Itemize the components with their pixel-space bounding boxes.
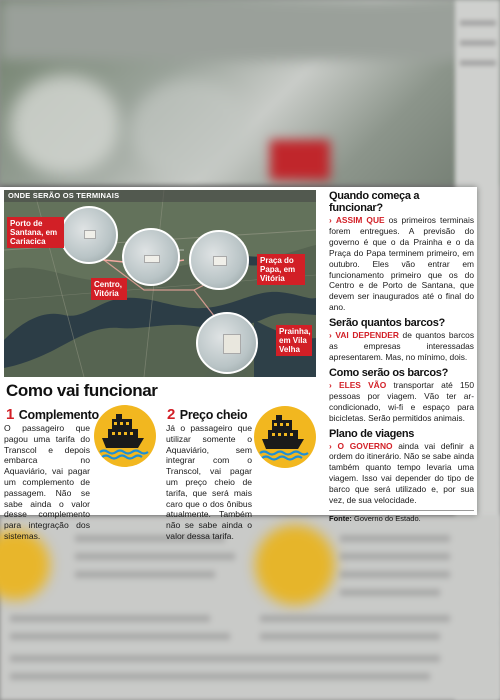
faq-answer-4: › O GOVERNO ainda vai definir a ordem do itinerário. Não se sabe ainda também quanto tempo levaria uma viagem. Isso vai depender do tipo de barco que será utilizado e, por sua vez, de sua velocidade. bbox=[329, 440, 474, 506]
faq-question-3: Como serão os barcos? bbox=[329, 366, 449, 379]
section-1-paragraph: O passageiro que pagou uma tarifa do Transcol e depois embarca no Aquaviário, vai pagar um complemento de passagem. Não se sabe ainda o valor desse complemento para integração dos sistemas. bbox=[4, 423, 90, 541]
faq-text-2: de quantos barcos as empresas interessadas apresentarem. Mas, no mínimo, dois. bbox=[329, 330, 475, 362]
faq-answer-2: › VAI DEPENDER de quantos barcos as empresas interessadas apresentarem. Mas, no mínimo, dois. bbox=[329, 330, 475, 362]
section-2-text bbox=[166, 423, 318, 542]
source-label: Fonte: bbox=[329, 513, 352, 523]
source-note bbox=[329, 510, 474, 523]
label-santana: Porto de Santana, em Cariacica bbox=[7, 217, 64, 248]
section-1-title: Complemento bbox=[18, 408, 99, 422]
map-header: ONDE SERÃO OS TERMINAIS bbox=[4, 190, 316, 202]
terminals-map bbox=[4, 190, 316, 377]
terminal-centro-closeup bbox=[122, 228, 180, 286]
faq-question-1: Quando começa a funcionar? bbox=[329, 190, 420, 214]
section-2-paragraph: Já o passageiro que utilizar somente o Aquaviário, sem integrar com o Transcol, vai pagar um preço cheio de tarifa, que será mais caro que o dos ônibus atualmente. Também não se sabe ainda o valor dessa tarifa. bbox=[166, 423, 252, 541]
infographic-panel bbox=[0, 187, 477, 541]
faq-lead-3: ELES VÃO bbox=[339, 379, 387, 390]
source-value: Governo do Estado. bbox=[351, 513, 421, 523]
section-1-number: 1 bbox=[6, 406, 15, 423]
faq-lead-2: VAI DEPENDER bbox=[335, 330, 399, 341]
page-title: Como vai funcionar bbox=[6, 381, 158, 400]
terminal-papa-closeup bbox=[189, 230, 249, 290]
section-1-text bbox=[4, 423, 153, 542]
blurred-background-top bbox=[0, 0, 500, 185]
section-2-number: 2 bbox=[167, 406, 176, 423]
faq-text-1: os primeiros terminais forem entregues. A previsão do governo é que o da Prainha e o da Praça do Papa terminem primeiro, em outubro. Eles vão entrar em funcionamento primeiro que os do Centro e de Porto de Santana, que devem ser inaugurados até o final do ano. bbox=[329, 215, 475, 313]
faq-answer-1: › ASSIM QUE os primeiros terminais forem entregues. A previsão do governo é que o da Prainha e o da Praça do Papa terminem primeiro, em outubro. Eles vão entrar em funcionamento primeiro que os do Centro e de Porto de Santana, que devem ser inaugurados até o final do ano. bbox=[329, 215, 475, 313]
label-papa: Praça do Papa, em Vitória bbox=[257, 254, 305, 285]
faq-column bbox=[329, 190, 474, 523]
blurred-background-bottom bbox=[0, 515, 500, 700]
terminal-prainha-closeup bbox=[196, 312, 258, 374]
section-1-heading bbox=[6, 406, 99, 424]
faq-question-2: Serão quantos barcos? bbox=[329, 317, 445, 330]
label-prainha: Prainha, em Vila Velha bbox=[276, 325, 312, 356]
section-2-heading bbox=[167, 406, 247, 424]
label-centro: Centro, Vitória bbox=[91, 278, 127, 300]
terminal-santana-closeup bbox=[60, 206, 118, 264]
faq-answer-3: › ELES VÃO transportar até 150 pessoas por viagem. Vão ter ar-condicionado, wi-fi e espaço para bicicletas. Serão permitidos animais. bbox=[329, 379, 474, 423]
section-2-title: Preço cheio bbox=[179, 408, 248, 422]
faq-text-3: transportar até 150 pessoas por viagem. Vão ter ar-condicionado, wi-fi e espaço para bicicletas. Serão permitidos animais. bbox=[329, 379, 474, 423]
faq-lead-4: O GOVERNO bbox=[337, 440, 393, 451]
faq-lead-1: ASSIM QUE bbox=[335, 215, 385, 225]
faq-text-4: ainda vai definir a ordem do itinerário. Não se sabe ainda também quanto tempo levaria uma viagem. Isso vai depender do tipo de barco que será utilizado e, por sua vez, de sua velocidade. bbox=[329, 440, 474, 506]
faq-question-4: Plano de viagens bbox=[329, 427, 415, 440]
